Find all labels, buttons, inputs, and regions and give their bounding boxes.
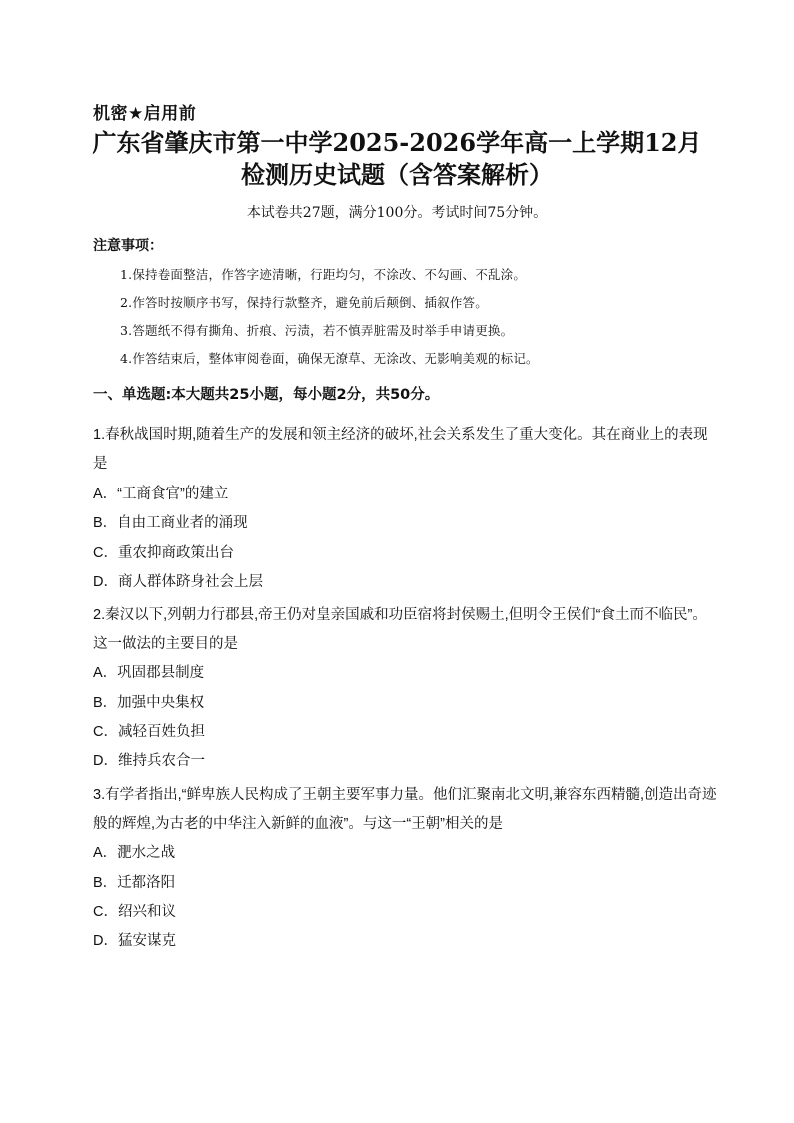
question-3-option-d: D．猛安谋克	[93, 933, 176, 949]
question-3-stem-cont: 般的辉煌,为古老的中华注入新鲜的血液”。与这一“王朝”相关的是	[93, 816, 504, 832]
exam-title-line-2: 检测历史试题（含答案解析）	[241, 160, 553, 189]
question-2-option-d: D．维持兵农合一	[93, 753, 205, 769]
question-1-stem-cont: 是	[93, 456, 108, 472]
question-1-stem: 1.春秋战国时期,随着生产的发展和领主经济的破坏,社会关系发生了重大变化。其在商业上的表现	[93, 427, 708, 443]
section-heading: 一、单选题:本大题共25小题，每小题2分，共50分。	[93, 387, 440, 403]
question-3-option-a: A．淝水之战	[93, 845, 176, 861]
question-3-option-c: C．绍兴和议	[93, 904, 176, 920]
question-1-option-d: D．商人群体跻身社会上层	[93, 574, 263, 590]
classified-label: 机密★启用前	[93, 104, 197, 124]
notice-heading: 注意事项：	[93, 238, 163, 254]
question-2-stem-cont: 这一做法的主要目的是	[93, 636, 238, 652]
exam-title-line-1: 广东省肇庆市第一中学2025-2026学年高一上学期12月	[92, 128, 702, 157]
notice-item: 2.作答时按顺序书写，保持行款整齐，避免前后颠倒、插叙作答。	[120, 295, 488, 310]
question-1-option-b: B．自由工商业者的涌现	[93, 515, 248, 531]
notice-item: 1.保持卷面整洁，作答字迹清晰，行距均匀，不涂改、不勾画、不乱涂。	[120, 267, 527, 282]
question-2-option-c: C．减轻百姓负担	[93, 724, 205, 740]
notice-item: 3.答题纸不得有撕角、折痕、污渍，若不慎弄脏需及时举手申请更换。	[120, 323, 514, 338]
question-2-option-b: B．加强中央集权	[93, 695, 205, 711]
question-1-option-c: C．重农抑商政策出台	[93, 545, 234, 561]
question-2-option-a: A．巩固郡县制度	[93, 665, 205, 681]
question-3-stem: 3.有学者指出,“鲜卑族人民构成了王朝主要军事力量。他们汇聚南北文明,兼容东西精髓,创造出奇迹	[93, 787, 717, 803]
question-2-stem: 2.秦汉以下,列朝力行郡县,帝王仍对皇亲国戚和功臣宿将封侯赐土,但明令王侯们“食土而不临民”。	[93, 607, 707, 623]
notice-item: 4.作答结束后，整体审阅卷面，确保无潦草、无涂改、无影响美观的标记。	[120, 351, 539, 366]
question-1-option-a: A．“工商食官”的建立	[93, 486, 229, 502]
question-3-option-b: B．迁都洛阳	[93, 875, 176, 891]
exam-info: 本试卷共27题，满分100分。考试时间75分钟。	[246, 205, 548, 221]
